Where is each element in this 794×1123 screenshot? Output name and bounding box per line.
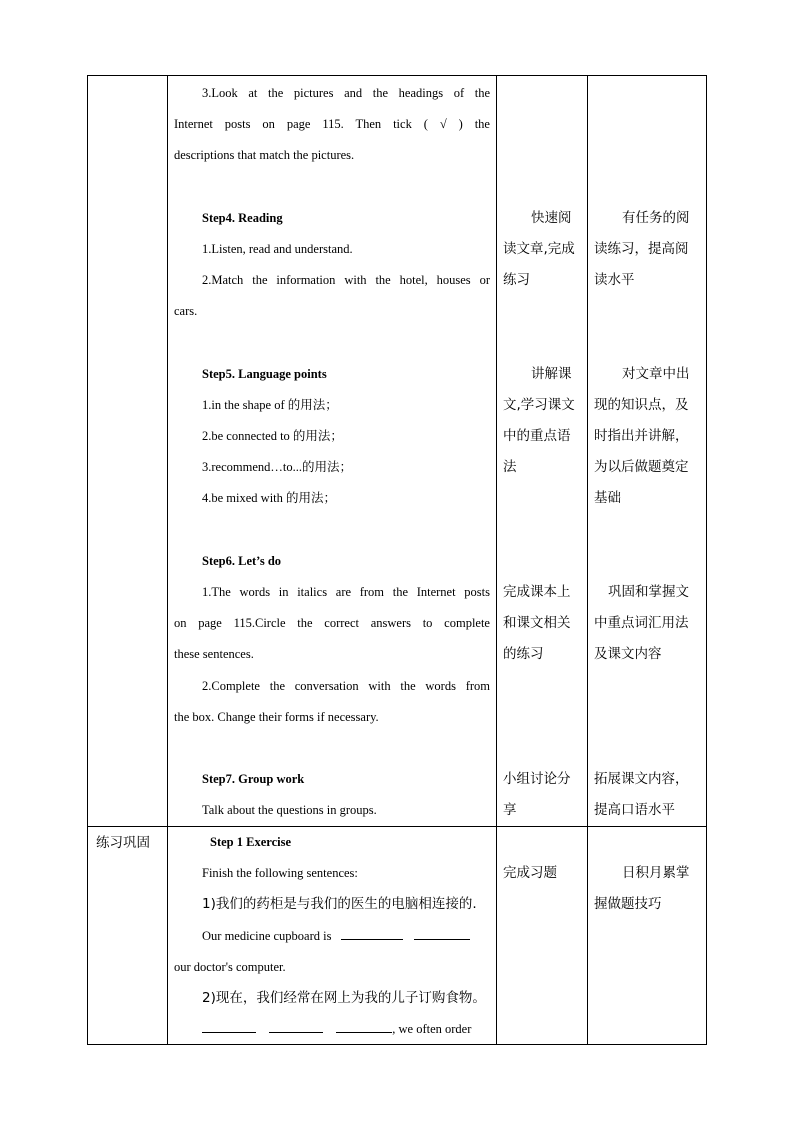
- purpose-text: 为以后做题奠定: [594, 459, 689, 475]
- answer-blank[interactable]: [269, 1020, 323, 1033]
- exercise-question-en: [174, 921, 490, 952]
- exercise-text: Our medicine cupboard is: [202, 929, 332, 943]
- purpose-text: 拓展课文内容，: [594, 771, 689, 787]
- exercise-intro: Finish the following sentences:: [202, 866, 358, 880]
- purpose-text: 巩固和掌握文: [608, 584, 689, 600]
- purpose-text: 提高口语水平: [594, 802, 675, 818]
- purpose-text: 日积月累掌: [622, 865, 690, 881]
- activity-text: 和课文相关: [503, 615, 571, 631]
- step3-line: 3.Look at the pictures and the headings of the: [202, 86, 490, 100]
- activity-text: 完成习题: [503, 865, 557, 881]
- section-label-practice: 练习巩固: [96, 835, 150, 851]
- answer-blank[interactable]: [336, 1020, 392, 1033]
- step4-title: Step4. Reading: [202, 211, 283, 225]
- answer-blank[interactable]: [202, 1020, 256, 1033]
- activity-text: 享: [503, 802, 517, 818]
- purpose-text: 中重点词汇用法: [594, 615, 689, 631]
- activity-text: 法: [503, 459, 517, 475]
- answer-blank[interactable]: [341, 927, 403, 940]
- purpose-text: 读练习，提高阅: [594, 241, 689, 257]
- activity-column: [503, 76, 583, 1046]
- purpose-text: 握做题技巧: [594, 896, 662, 912]
- purpose-text: 有任务的阅: [622, 210, 690, 226]
- exercise-text: , we often order: [392, 1022, 472, 1036]
- step6-title: Step6. Let’s do: [202, 554, 282, 568]
- step6-item: these sentences.: [174, 647, 254, 661]
- column-divider: [587, 76, 588, 1044]
- purpose-text: 对文章中出: [622, 366, 690, 382]
- content-column: [174, 76, 490, 1046]
- step3-line: descriptions that match the pictures.: [174, 148, 355, 162]
- exercise-title: Step 1 Exercise: [210, 835, 292, 849]
- step6-item: the box. Change their forms if necessary.: [174, 710, 379, 724]
- purpose-text: 现的知识点，及: [594, 397, 689, 413]
- exercise-question-en: [174, 1014, 490, 1045]
- step5-item: 1.in the shape of 的用法；: [202, 398, 338, 412]
- purpose-column: [594, 76, 704, 1046]
- activity-text: 快速阅: [531, 210, 572, 226]
- step7-title: Step7. Group work: [202, 772, 305, 786]
- step4-item: 1.Listen, read and understand.: [202, 242, 353, 256]
- exercise-text: our doctor's computer.: [174, 960, 286, 974]
- column-divider: [167, 76, 168, 1044]
- purpose-text: 时指出并讲解，: [594, 428, 689, 444]
- exercise-question-cn: 1)我们的药柜是与我们的医生的电脑相连接的.: [202, 896, 477, 912]
- activity-text: 读文章,完成: [503, 241, 575, 257]
- step3-line: Internet posts on page 115. Then tick ( √ ) the: [174, 117, 490, 131]
- exercise-question-cn: 2)现在，我们经常在网上为我的儿子订购食物。: [202, 990, 486, 1006]
- activity-text: 小组讨论分: [503, 771, 571, 787]
- purpose-text: 读水平: [594, 272, 635, 288]
- lesson-plan-table: [87, 75, 707, 1045]
- step5-title: Step5. Language points: [202, 367, 327, 381]
- activity-text: 文,学习课文: [503, 397, 575, 413]
- step4-item: 2.Match the information with the hotel, houses or: [202, 273, 490, 287]
- purpose-text: 基础: [594, 490, 621, 506]
- activity-text: 练习: [503, 272, 530, 288]
- step5-item: 2.be connected to 的用法；: [202, 429, 343, 443]
- column-divider: [496, 76, 497, 1044]
- activity-text: 完成课本上: [503, 584, 571, 600]
- step4-item: cars.: [174, 304, 198, 318]
- step7-item: Talk about the questions in groups.: [202, 803, 377, 817]
- activity-text: 的练习: [503, 646, 544, 662]
- purpose-text: 及课文内容: [594, 646, 662, 662]
- activity-text: 讲解课: [531, 366, 572, 382]
- step5-item: 3.recommend…to...的用法；: [202, 460, 352, 474]
- step5-item: 4.be mixed with 的用法；: [202, 491, 337, 505]
- activity-text: 中的重点语: [503, 428, 571, 444]
- answer-blank[interactable]: [414, 927, 470, 940]
- step6-item: 1.The words in italics are from the Internet posts: [202, 585, 490, 599]
- step6-item: 2.Complete the conversation with the words from: [202, 679, 490, 693]
- step6-item: on page 115.Circle the correct answers to complete: [174, 616, 490, 630]
